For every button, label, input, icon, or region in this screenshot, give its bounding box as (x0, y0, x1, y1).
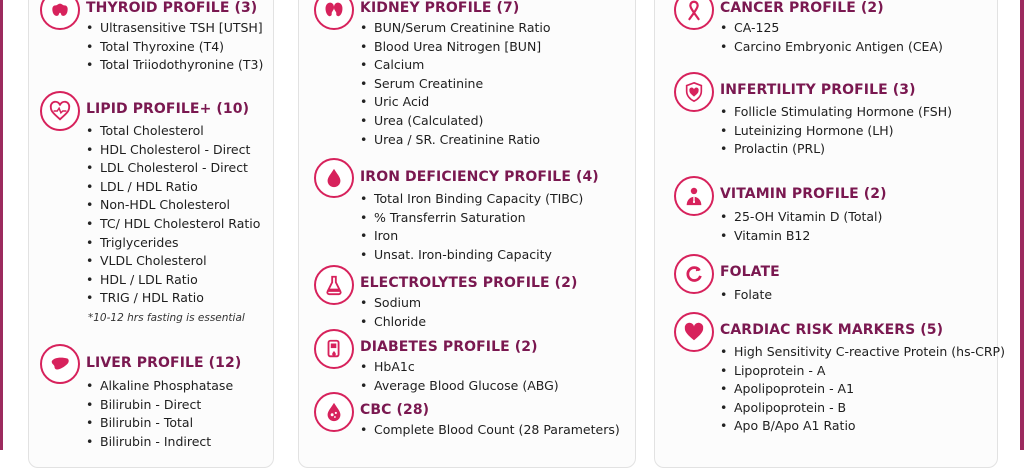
list-item: • Uric Acid (360, 93, 551, 112)
list-item: • Average Blood Glucose (ABG) (360, 377, 559, 396)
blood-cells-icon (314, 392, 354, 432)
item-list (360, 421, 620, 440)
section-title: ELECTROLYTES PROFILE (2) (360, 275, 578, 291)
folate-cycle-icon (674, 254, 714, 294)
list-item: • CA-125 (720, 19, 943, 38)
list-item: • Folate (720, 286, 772, 305)
list-item: • Carcino Embryonic Antigen (CEA) (720, 38, 943, 57)
list-item: • HDL Cholesterol - Direct (86, 141, 260, 160)
item-list (720, 19, 943, 56)
heart-icon (674, 312, 714, 352)
list-item: • Unsat. Iron-binding Capacity (360, 246, 583, 265)
item-list (86, 122, 260, 308)
item-list (360, 190, 583, 264)
list-item: • Bilirubin - Direct (86, 396, 233, 415)
list-item: • Blood Urea Nitrogen [BUN] (360, 38, 551, 57)
glucose-meter-icon (314, 329, 354, 369)
list-item: • Vitamin B12 (720, 227, 882, 246)
list-item: • Non-HDL Cholesterol (86, 196, 260, 215)
list-item: • Complete Blood Count (28 Parameters) (360, 421, 620, 440)
item-list (360, 294, 426, 331)
list-item: • Prolactin (PRL) (720, 140, 952, 159)
item-list (86, 19, 263, 75)
list-item: • Urea (Calculated) (360, 112, 551, 131)
list-item: • HbA1c (360, 358, 559, 377)
list-item: • Calcium (360, 56, 551, 75)
list-item: • Total Triiodothyronine (T3) (86, 56, 263, 75)
section-title: CARDIAC RISK MARKERS (5) (720, 322, 944, 338)
list-item: • % Transferrin Saturation (360, 209, 583, 228)
list-item: • Apolipoprotein - B (720, 399, 1005, 418)
list-item: • Alkaline Phosphatase (86, 377, 233, 396)
blood-drop-icon (314, 158, 354, 198)
list-item: • Total Iron Binding Capacity (TIBC) (360, 190, 583, 209)
section-title: DIABETES PROFILE (2) (360, 339, 538, 355)
section-title: LIPID PROFILE+ (10) (86, 101, 250, 117)
list-item: • TRIG / HDL Ratio (86, 289, 260, 308)
section-title: KIDNEY PROFILE (7) (360, 0, 520, 16)
liver-icon (40, 344, 80, 384)
list-item: • Ultrasensitive TSH [UTSH] (86, 19, 263, 38)
list-item: • Total Cholesterol (86, 122, 260, 141)
list-item: • Luteinizing Hormone (LH) (720, 122, 952, 141)
section-title: VITAMIN PROFILE (2) (720, 186, 887, 202)
item-list (360, 358, 559, 395)
item-list (720, 208, 882, 245)
list-item: • BUN/Serum Creatinine Ratio (360, 19, 551, 38)
section-title: LIVER PROFILE (12) (86, 355, 242, 371)
fasting-note: *10-12 hrs fasting is essential (88, 312, 245, 324)
list-item: • 25-OH Vitamin D (Total) (720, 208, 882, 227)
section-title: FOLATE (720, 264, 780, 280)
list-item: • Total Thyroxine (T4) (86, 38, 263, 57)
item-list (720, 103, 952, 159)
list-item: • Apolipoprotein - A1 (720, 380, 1005, 399)
list-item: • Serum Creatinine (360, 75, 551, 94)
heart-pulse-icon (40, 91, 80, 131)
flask-icon (314, 265, 354, 305)
list-item: • Sodium (360, 294, 426, 313)
list-item: • HDL / LDL Ratio (86, 271, 260, 290)
list-item: • TC/ HDL Cholesterol Ratio (86, 215, 260, 234)
item-list (86, 377, 233, 451)
heart-shield-icon (674, 72, 714, 112)
section-title: CBC (28) (360, 402, 430, 418)
item-list (720, 286, 772, 305)
list-item: • Iron (360, 227, 583, 246)
right-edge-bar (1020, 0, 1024, 450)
list-item: • High Sensitivity C-reactive Protein (hs-CRP) (720, 343, 1005, 362)
list-item: • Urea / SR. Creatinine Ratio (360, 131, 551, 150)
list-item: • Lipoprotein - A (720, 362, 1005, 381)
section-title: IRON DEFICIENCY PROFILE (4) (360, 169, 599, 185)
doctor-icon (674, 176, 714, 216)
list-item: • Follicle Stimulating Hormone (FSH) (720, 103, 952, 122)
list-item: • LDL / HDL Ratio (86, 178, 260, 197)
list-item: • LDL Cholesterol - Direct (86, 159, 260, 178)
section-title: THYROID PROFILE (3) (86, 0, 258, 16)
left-edge-bar (0, 0, 3, 450)
list-item: • VLDL Cholesterol (86, 252, 260, 271)
section-title: INFERTILITY PROFILE (3) (720, 82, 916, 98)
list-item: • Chloride (360, 313, 426, 332)
list-item: • Bilirubin - Total (86, 414, 233, 433)
list-item: • Bilirubin - Indirect (86, 433, 233, 452)
list-item: • Apo B/Apo A1 Ratio (720, 417, 1005, 436)
list-item: • Triglycerides (86, 234, 260, 253)
item-list (360, 19, 551, 149)
item-list (720, 343, 1005, 436)
section-title: CANCER PROFILE (2) (720, 0, 884, 16)
